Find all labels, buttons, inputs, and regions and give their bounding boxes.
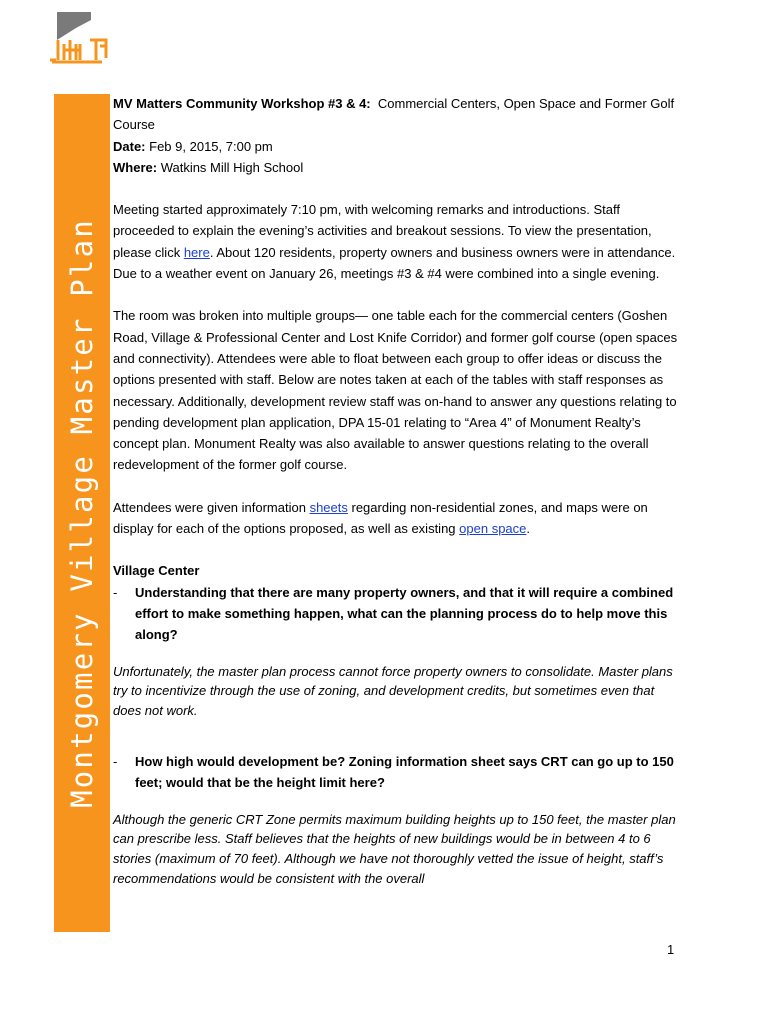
- info-text-end: .: [526, 521, 531, 537]
- answer-text: Although the generic CRT Zone permits maximum building heights up to 150 feet, the master plan can prescribe less. Staff believes that the heights of new buildings would be in between 4 to 6 stories (maximum of 70 feet). Although we have not thoroughly vetted the issue of height, staff’s recommendations would be consistent with the overall: [113, 811, 676, 886]
- question-item: [113, 751, 678, 794]
- question-text: How high would development be? Zoning information sheet says CRT can go up to 150 feet; would that be the height limit here?: [135, 753, 674, 791]
- where-line: [113, 157, 678, 178]
- question-text: Understanding that there are many property owners, and that it will require a combined effort to make something happen, what can the planning process do to help move this along?: [135, 584, 674, 643]
- intro-text-start: Meeting started approximately 7:10 pm, with welcoming remarks and introductions. Staff proceeded to explain the evening’s activities and breakout sessions. To view the presentation, please click: [113, 202, 652, 260]
- document-title: [113, 93, 678, 136]
- montgomery-village-logo-icon: [44, 10, 112, 64]
- intro-text-end: . About 120 residents, property owners and business owners were in attendance. Due to a weather event on January 26, meetings #3 & #4 were combined into a single evening.: [113, 244, 676, 282]
- presentation-link[interactable]: here: [183, 244, 210, 260]
- where-value: Watkins Mill High School: [160, 159, 304, 175]
- info-text-start: Attendees were given information: [113, 499, 310, 515]
- intro-paragraph: [113, 199, 678, 284]
- sheets-link[interactable]: sheets: [309, 499, 348, 515]
- answer-text: Unfortunately, the master plan process cannot force property owners to consolidate. Master plans try to incentivize through the use of zoning, and development credits, but sometimes even that does not work.: [113, 663, 673, 719]
- page-number: 1: [667, 942, 675, 957]
- section-heading-text: Village Center: [113, 563, 200, 579]
- sidebar-banner: [54, 94, 110, 932]
- section-heading: [113, 560, 678, 581]
- date-line: [113, 136, 678, 157]
- date-value: Feb 9, 2015, 7:00 pm: [149, 138, 273, 154]
- question-item: [113, 582, 678, 646]
- groups-paragraph: The room was broken into multiple groups— one table each for the commercial centers (Goshen Road, Village & Professional Center and Lost Knife Corridor) and former golf course (open spaces and connectivity). Attendees were able to float between each group to offer ideas or discuss the options presented with staff. Below are notes taken at each of the tables with staff responses as necessary. Additionally, development review staff was on-hand to answer any questions relating to pending development plan application, DPA 15-01 relating to “Area 4” of Monument Realty’s concept plan. Monument Realty was also available to answer questions relating to the overall redevelopment of the former golf course.: [113, 308, 678, 473]
- title-bold: MV Matters Community Workshop #3 & 4:: [113, 96, 371, 111]
- document-body: [113, 93, 678, 889]
- list-dash: -: [113, 584, 118, 600]
- date-label: Date:: [113, 138, 146, 154]
- info-text-middle: regarding non-residential zones, and maps were on display for each of the options proposed, as well as existing: [113, 499, 648, 537]
- title-rest: Commercial Centers, Open Space and Former Golf Course: [113, 96, 675, 133]
- list-dash: -: [113, 753, 118, 769]
- where-label: Where:: [113, 159, 158, 175]
- sidebar-title: Montgomery Village Master Plan: [65, 218, 99, 808]
- open-space-link[interactable]: open space: [459, 521, 527, 537]
- information-paragraph: [113, 497, 678, 540]
